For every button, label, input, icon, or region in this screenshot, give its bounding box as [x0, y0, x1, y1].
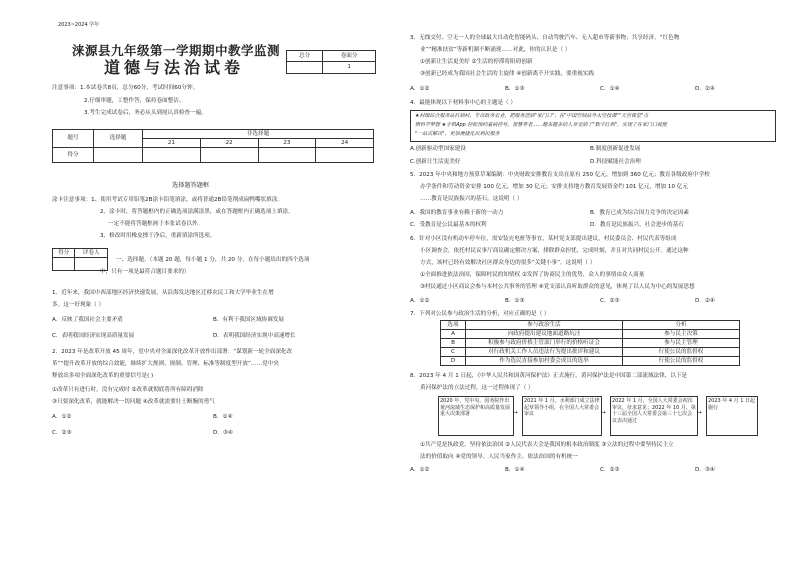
note-1: 注意事项：1.本试卷共8页，总分60分，考试时间60分钟。	[52, 85, 199, 91]
q7-table: 选项 参与政治生活 分析 A 向政府提出建议地面道路坑洼 参与民主决策 B 积极参与政府价格主管部门举行的价格听证会 参与民主管理 C 对行政机关工作人员违法行为提出批评和建议 行使公民的监督权 D 作为选民直接参加村委会成员的选举 行使公民的监督权	[440, 320, 740, 366]
flow-step-3: 2022 年 1 月，全国人大常委会初次审议，征求意见；2022 年 10 月，第十三届全国人大常委会第三十七次会议表决通过	[610, 396, 698, 436]
note-3: 3.考生完成试卷后，务必从头到尾认真检查一遍。	[84, 110, 207, 116]
score-row-label: 得分	[53, 148, 94, 163]
answer-frame-title: 选择题答题框	[172, 182, 210, 189]
exam-title: 涞源县九年级第一学期期中教学监测	[72, 43, 281, 58]
flow-arrow-icon: →	[513, 410, 518, 416]
exam-subtitle: 道德与法治试卷	[104, 58, 245, 77]
paper-score-label: 卷面分	[323, 51, 376, 62]
flow-arrow-icon: →	[697, 410, 702, 416]
grader-box: 得分 评卷人	[52, 248, 108, 271]
flow-arrow-icon: →	[601, 410, 606, 416]
paper-score-value: 1	[323, 62, 376, 74]
school-year: 2023~2024 学年	[58, 22, 100, 28]
flow-step-1: 2020 年，党中央、国务院作出黄河流域生态保护和高质量发展重大决策部署	[438, 396, 514, 436]
section-heading: 一、选择题。（本题 20 题，每小题 1 分，共 20 分。在每小题给出的四个选项	[116, 257, 310, 263]
note-2: 2.仔细审题，工整作答，保持卷面整洁。	[84, 98, 185, 104]
question-number-label: 题号	[53, 130, 94, 148]
flow-step-4: 2023 年 4 月 1 日起施行	[706, 396, 758, 436]
choice-label: 选择题	[94, 130, 143, 148]
non-choice-label: 非选择题	[143, 130, 374, 139]
flow-step-2: 2021 年 1 月，水利部门成立法律起草领导小组，在全国人大常委会审议	[522, 396, 602, 436]
score-box	[286, 50, 376, 74]
total-score-label: 总分	[287, 51, 323, 62]
score-table: 题号 选择题 非选择题 21 22 23 24 得分	[52, 129, 374, 163]
